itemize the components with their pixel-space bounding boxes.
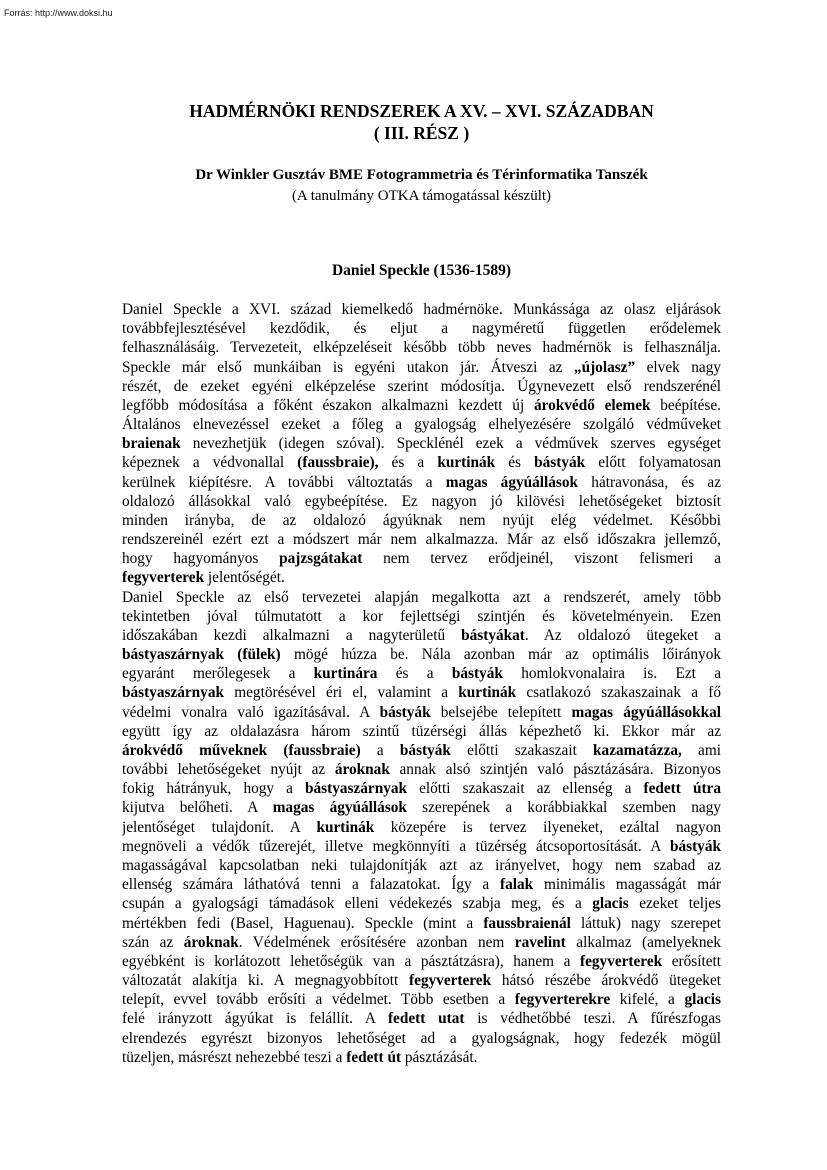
bold-term: „újolasz”: [573, 358, 636, 376]
section-heading: Daniel Speckle (1536-1589): [331, 262, 512, 279]
text-run: változatát alakítja ki. A megnagyobbított: [122, 972, 409, 990]
bold-term: bástyák: [669, 837, 721, 855]
text-run: hogy hagyományos: [122, 550, 280, 568]
bold-term: glacis: [592, 895, 629, 913]
text-run: Általános elnevezéssel ezeket a főleg a gyalogság elhelyezésére szolgáló védműveket: [122, 416, 721, 434]
body-text: [122, 300, 721, 1067]
text-run: szán az: [122, 933, 184, 951]
text-run: kijutva belőheti. A: [122, 799, 273, 817]
text-line: [122, 760, 721, 779]
text-line: [122, 549, 721, 568]
bold-term: ravelint: [514, 933, 566, 951]
text-line: [122, 568, 721, 587]
text-run: rendszereinél ezért ezt a módszert már nem alkalmazza. Már az első időszakra jellemző,: [122, 531, 721, 549]
author-line: Dr Winkler Gusztáv BME Fotogrammetria és Térinformatika Tanszék: [195, 167, 648, 183]
bold-term: kazamatázza,: [593, 741, 682, 759]
text-run: elvek nagy: [635, 358, 721, 376]
bold-term: fegyverterek: [122, 569, 205, 587]
text-run: jelentőségét.: [204, 569, 285, 587]
text-run: minden irányba, de az oldalozó ágyúknak nem nyújt elég védelmet. Későbbi: [122, 511, 721, 529]
text-line: [122, 588, 721, 607]
text-run: előtt folyamatosan: [585, 454, 721, 472]
text-line: [122, 338, 721, 357]
text-run: időszakában kezdi alkalmazni a nagyterületű: [122, 626, 462, 644]
text-run: hátravonása, és az: [578, 473, 721, 491]
text-run: és a: [377, 665, 452, 683]
bold-term: ároknak: [183, 933, 239, 951]
bold-term: fegyverterekre: [514, 991, 611, 1009]
text-line: [122, 377, 721, 396]
bold-term: bástyaszárnyak (fülek): [122, 646, 281, 664]
text-run: . Védelmének erősítésére azonban nem: [238, 933, 515, 951]
text-run: . Az oldalozó ütegeket a: [524, 626, 721, 644]
text-line: [122, 933, 721, 952]
text-line: [122, 914, 721, 933]
text-run: csatlakozó szakaszainak a fő: [516, 684, 721, 702]
text-run: kifelé, a: [610, 991, 685, 1009]
text-line: [122, 1029, 721, 1048]
text-run: annak alsó szintjén való pásztázására. Bizonyos: [389, 761, 721, 779]
bold-term: ároknak: [334, 761, 390, 779]
text-run: képeznek a védvonallal: [122, 454, 298, 472]
text-run: Speckle már első munkáiban is egyéni utakon jár. Átveszi az: [122, 358, 574, 376]
bold-term: bástyaszárnyak: [305, 780, 408, 798]
text-run: mögé húzza be. Nála azonban már az optimális lőirányok: [280, 646, 721, 664]
text-line: [122, 492, 721, 511]
bold-term: árokvédő elemek: [533, 396, 651, 414]
text-run: megnöveli a védők tűzerejét, illetve megkönnyíti a tüzérség átcsoportosítását. A: [122, 837, 670, 855]
text-run: erősített: [662, 952, 721, 970]
text-line: [122, 434, 721, 453]
text-line: [122, 530, 721, 549]
text-line: [122, 818, 721, 837]
text-line: [122, 683, 721, 702]
text-run: előtti szakaszait: [450, 741, 594, 759]
text-line: [122, 875, 721, 894]
text-run: kerülnek kiépítésre. A további változtatás a: [122, 473, 446, 491]
bold-term: glacis: [684, 991, 721, 1009]
text-line: [122, 358, 721, 377]
text-run: is védhetőbbé teszi. A fűrészfogas: [464, 1010, 721, 1028]
text-line: [122, 703, 721, 722]
text-run: belsejébe telepített: [430, 703, 572, 721]
text-line: [122, 990, 721, 1009]
bold-term: fedett útra: [643, 780, 721, 798]
text-line: [122, 453, 721, 472]
text-run: együtt így az oldalazásra három szintű tüzérségi állás képezhető ki. Ekkor már az: [122, 722, 721, 740]
bold-term: bástyák: [451, 665, 503, 683]
text-run: homlokvonalaira is. Ezt a: [502, 665, 721, 683]
document-subtitle: ( III. RÉSZ ): [373, 123, 470, 143]
text-run: telepít, evvel tovább erősíti a védelmet. Több esetben a: [122, 991, 515, 1009]
text-line: [122, 473, 721, 492]
text-run: hátsó részébe árokvédő ütegeket: [491, 972, 721, 990]
text-run: megtörésével éri el, valamint a: [224, 684, 459, 702]
text-line: [122, 798, 721, 817]
text-run: láttuk) nagy szerepet: [570, 914, 721, 932]
text-run: magasságával kapcsolatban neki tulajdonítják azt az irányelvet, hogy nem szabad az: [122, 856, 721, 874]
text-run: további lehetőségeket nyújt az: [122, 761, 335, 779]
text-line: [122, 741, 721, 760]
bold-term: magas ágyúállásokkal: [571, 703, 721, 721]
text-line: [122, 415, 721, 434]
text-run: előtti szakaszait az ellenség a: [407, 780, 644, 798]
text-line: [122, 1009, 721, 1028]
bold-term: (faussbraie),: [297, 454, 379, 472]
text-run: jelentőséget tulajdonít. A: [122, 818, 317, 836]
text-line: [122, 971, 721, 990]
text-run: pásztázását.: [401, 1048, 478, 1066]
bold-term: magas ágyúállások: [445, 473, 579, 491]
text-line: [122, 952, 721, 971]
text-run: beépítése.: [650, 396, 721, 414]
text-run: legfőbb módosítása a főként északon alkalmazni kezdett új: [122, 396, 534, 414]
text-line: [122, 396, 721, 415]
text-run: Daniel Speckle a XVI. század kiemelkedő hadmérnöke. Munkássága az olasz eljárások: [122, 301, 721, 318]
bold-term: magas ágyúállások: [272, 799, 407, 817]
text-run: és: [495, 454, 535, 472]
text-line: [122, 1048, 721, 1067]
text-run: minimális magasságát már: [533, 876, 721, 894]
bold-term: bástyákat: [461, 626, 525, 644]
text-run: és a: [378, 454, 438, 472]
text-run: ami: [681, 741, 721, 759]
text-run: nem tervez erődjeinél, viszont felismeri a: [362, 550, 721, 568]
text-run: Daniel Speckle az első tervezetei alapján megalkotta azt a rendszerét, amely több: [122, 588, 721, 606]
text-run: tüzeljen, másrészt nehezebbé teszi a: [122, 1048, 347, 1066]
text-line: [122, 645, 721, 664]
text-line: [122, 626, 721, 645]
text-run: védelmi vonalra való igazításával. A: [122, 703, 380, 721]
bold-term: pajzsgátakat: [279, 550, 363, 568]
text-line: [122, 300, 721, 319]
text-line: [122, 319, 721, 338]
text-run: ellenség számára láthatóvá tenni a falazatokat. Így a: [122, 876, 501, 894]
text-run: alkalmaz (amelyeknek: [565, 933, 721, 951]
bold-term: bástyaszárnyak: [122, 684, 224, 702]
bold-term: faussbraienál: [483, 914, 571, 932]
author-note: (A tanulmány OTKA támogatással készült): [291, 188, 552, 204]
text-run: ezeket teljes: [628, 895, 721, 913]
bold-term: fegyverterek: [409, 972, 492, 990]
text-run: továbbfejlesztésével kezdődik, és eljut a nagyméretű független erődelemek: [122, 320, 721, 338]
text-line: [122, 722, 721, 741]
bold-term: fedett utat: [387, 1010, 465, 1028]
document-title: HADMÉRNÖKI RENDSZEREK A XV. – XVI. SZÁZADBAN: [189, 101, 654, 121]
text-line: [122, 856, 721, 875]
bold-term: fedett út: [346, 1048, 402, 1066]
text-line: [122, 511, 721, 530]
bold-term: kurtinák: [458, 684, 517, 702]
bold-term: falak: [500, 876, 534, 894]
text-run: felé irányzott ágyúkat is felállít. A: [122, 1010, 388, 1028]
text-run: egyaránt merőlegesek a: [122, 665, 314, 683]
text-run: nevezhetjük (idegen szóval). Specklénél ezek a védművek szerves egységet: [180, 435, 721, 453]
text-run: mértékben fedi (Basel, Haguenau). Speckle (mint a: [122, 914, 484, 932]
text-run: csupán a gyalogsági támadások elleni védekezés szabja meg, és a: [122, 895, 593, 913]
bold-term: kurtinák: [437, 454, 496, 472]
text-line: [122, 664, 721, 683]
text-run: részét, de ezeket egyéni elképzelése szerint módosítja. Úgynevezett első rendszerénél: [122, 377, 721, 395]
bold-term: bástyák: [399, 741, 451, 759]
text-run: szerepének a korábbiakkal szemben nagy: [406, 799, 721, 817]
bold-term: braienak: [122, 435, 181, 453]
text-run: fokig hátrányuk, hogy a: [122, 780, 306, 798]
text-line: [122, 837, 721, 856]
text-run: felhasználásáig. Tervezeteit, elképzeléseit később több neves hadmérnök is felhasználja.: [122, 339, 721, 357]
bold-term: fegyverterek: [580, 952, 663, 970]
bold-term: árokvédő műveknek (faussbraie): [122, 741, 361, 759]
bold-term: kurtinák: [316, 818, 375, 836]
bold-term: kurtinára: [313, 665, 378, 683]
text-run: egyébként is korlátozott lehetőségük van a pásztátzásra), hanem a: [122, 952, 581, 970]
text-run: közepére is tervez ilyeneket, ezáltal nagyon: [374, 818, 721, 836]
bold-term: bástyák: [534, 454, 586, 472]
text-run: tekintetben jóval túlmutatott a kor fejlettségi szintjén és követelményein. Ezen: [122, 607, 721, 625]
text-line: [122, 779, 721, 798]
text-line: [122, 894, 721, 913]
source-label: Forrás: http://www.doksi.hu: [4, 8, 113, 18]
bold-term: bástyák: [379, 703, 431, 721]
text-run: a: [360, 741, 400, 759]
text-line: [122, 607, 721, 626]
text-run: oldalozó állásokkal való egybeépítése. Ez nagyon jó kilövési lehetőségeket biztosít: [122, 492, 721, 510]
text-run: elrendezés egyrészt bizonyos lehetőséget ad a gyalogságnak, hogy fedezék mögül: [122, 1029, 721, 1047]
